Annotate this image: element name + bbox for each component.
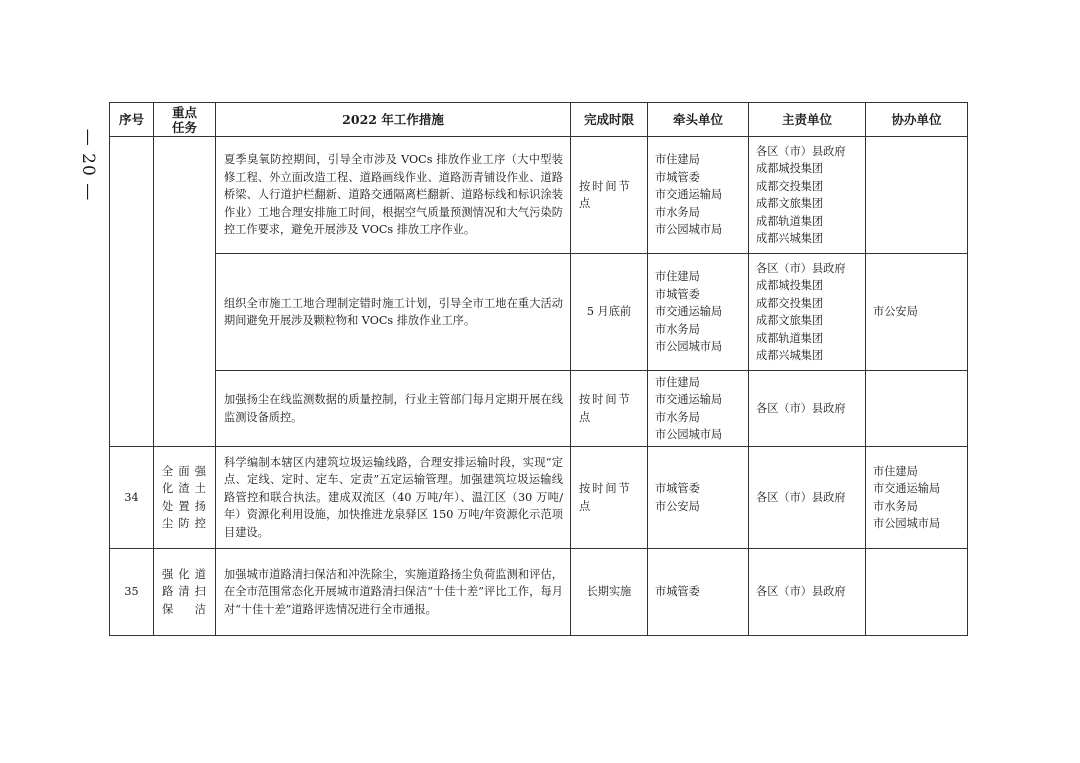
measure-cell: 加强城市道路清扫保洁和冲洗除尘，实施道路扬尘负荷监测和评估，在全市范围常态化开展城市道路清扫保洁“十佳十差”评比工作，每月对“十佳十差”道路评选情况进行全市通报。 bbox=[216, 549, 571, 636]
assist-cell: 市公安局 bbox=[866, 254, 968, 371]
responsible-cell: 各区（市）县政府 bbox=[749, 549, 866, 636]
lead-cell: 市城管委 bbox=[648, 549, 749, 636]
row-task-cell: 全面强化渣土处置扬尘防控 bbox=[154, 447, 216, 549]
measure-cell: 科学编制本辖区内建筑垃圾运输线路，合理安排运输时段，实现“定点、定线、定时、定车、定责”五定运输管理。加强建筑垃圾运输线路管控和联合执法。建成双流区（40 万吨/年）、温江区（30 万吨/年）资源化利用设施，加快推进龙泉驿区 150 万吨/年资源化示范项目建设。 bbox=[216, 447, 571, 549]
lead-cell: 市城管委 市公安局 bbox=[648, 447, 749, 549]
deadline-cell: 长期实施 bbox=[571, 549, 648, 636]
header-task: 重点任务 bbox=[154, 103, 216, 137]
header-measures: 2022 年工作措施 bbox=[216, 103, 571, 137]
deadline-cell: 5 月底前 bbox=[571, 254, 648, 371]
table-row bbox=[110, 549, 968, 636]
header-responsible: 主责单位 bbox=[749, 103, 866, 137]
row-index-cell bbox=[110, 137, 154, 447]
header-row bbox=[110, 103, 968, 137]
assist-cell bbox=[866, 371, 968, 447]
table-row bbox=[110, 371, 968, 447]
measure-cell: 加强扬尘在线监测数据的质量控制，行业主管部门每月定期开展在线监测设备质控。 bbox=[216, 371, 571, 447]
lead-cell: 市住建局 市城管委 市交通运输局 市水务局 市公园城市局 bbox=[648, 137, 749, 254]
responsible-cell: 各区（市）县政府 bbox=[749, 371, 866, 447]
assist-cell: 市住建局 市交通运输局 市水务局 市公园城市局 bbox=[866, 447, 968, 549]
deadline-cell: 按时间节点 bbox=[571, 137, 648, 254]
row-task-cell bbox=[154, 137, 216, 447]
header-assist: 协办单位 bbox=[866, 103, 968, 137]
row-task-cell: 强化道路清扫保洁 bbox=[154, 549, 216, 636]
row-index-cell: 35 bbox=[110, 549, 154, 636]
responsible-cell: 各区（市）县政府 成都城投集团 成都交投集团 成都文旅集团 成都轨道集团 成都兴城集团 bbox=[749, 254, 866, 371]
row-index-cell: 34 bbox=[110, 447, 154, 549]
measures-table bbox=[109, 102, 968, 636]
assist-cell bbox=[866, 137, 968, 254]
assist-cell bbox=[866, 549, 968, 636]
header-deadline: 完成时限 bbox=[571, 103, 648, 137]
measure-cell: 组织全市施工工地合理制定错时施工计划，引导全市工地在重大活动期间避免开展涉及颗粒物和 VOCs 排放作业工序。 bbox=[216, 254, 571, 371]
table-row bbox=[110, 447, 968, 549]
lead-cell: 市住建局 市城管委 市交通运输局 市水务局 市公园城市局 bbox=[648, 254, 749, 371]
responsible-cell: 各区（市）县政府 bbox=[749, 447, 866, 549]
header-index: 序号 bbox=[110, 103, 154, 137]
table-row bbox=[110, 137, 968, 254]
header-lead: 牵头单位 bbox=[648, 103, 749, 137]
deadline-cell: 按时间节点 bbox=[571, 447, 648, 549]
table-row bbox=[110, 254, 968, 371]
deadline-cell: 按时间节点 bbox=[571, 371, 648, 447]
measure-cell: 夏季臭氧防控期间，引导全市涉及 VOCs 排放作业工序（大中型装修工程、外立面改造工程、道路画线作业、道路沥青铺设作业、道路桥梁、人行道护栏翻新、道路交通隔离栏翻新、道路标线和标识涂装作业）工地合理安排施工时间，根据空气质量预测情况和大气污染防控工作要求，避免开展涉及 VOCs 排放工序作业。 bbox=[216, 137, 571, 254]
page-number: — 20 — bbox=[78, 128, 99, 202]
lead-cell: 市住建局 市交通运输局 市水务局 市公园城市局 bbox=[648, 371, 749, 447]
responsible-cell: 各区（市）县政府 成都城投集团 成都交投集团 成都文旅集团 成都轨道集团 成都兴城集团 bbox=[749, 137, 866, 254]
